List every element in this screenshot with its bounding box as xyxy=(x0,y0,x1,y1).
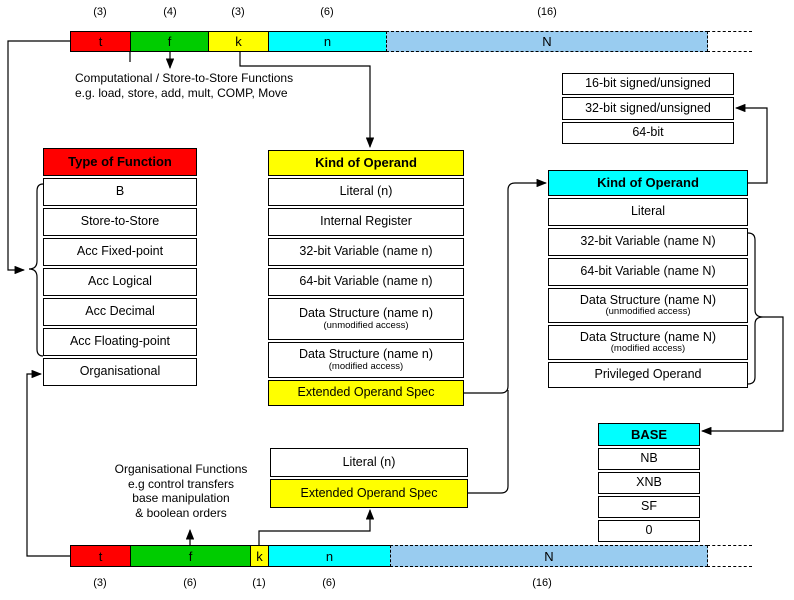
computational-annotation xyxy=(75,71,293,100)
annotation-line: e.g. load, store, add, mult, COMP, Move xyxy=(75,85,288,100)
type-of-function-header: Type of Function xyxy=(43,148,197,176)
annotation-line: & boolean orders xyxy=(135,505,227,520)
annotation-line: Computational / Store-to-Store Functions xyxy=(75,71,294,85)
bit-width-label: (16) xyxy=(532,577,552,589)
table-row: B xyxy=(43,178,197,206)
extended-operand-spec-row: Extended Operand Spec xyxy=(270,479,468,508)
field-k: k xyxy=(208,31,269,52)
table-row xyxy=(268,298,464,340)
row-label: Data Structure (name n) xyxy=(298,306,434,321)
table-row: Internal Register xyxy=(268,208,464,236)
base-table xyxy=(598,423,700,542)
field-f: f xyxy=(130,545,251,567)
field-continuation-dashes xyxy=(707,31,752,52)
bit-width-label: (6) xyxy=(320,6,334,18)
table-row: SF xyxy=(598,496,700,518)
bit-width-label: (3) xyxy=(231,6,245,18)
table-row: Acc Floating-point xyxy=(43,328,197,356)
table-row: 32-bit Variable (name n) xyxy=(268,238,464,266)
table-row: 64-bit Variable (name N) xyxy=(548,258,748,286)
field-t: t xyxy=(70,545,131,567)
kind-of-operand-n-table xyxy=(268,150,464,406)
table-row: 32-bit signed/unsigned xyxy=(562,97,734,120)
table-row xyxy=(268,342,464,378)
annotation-line: e.g control transfers xyxy=(127,476,235,491)
bit-width-label: (3) xyxy=(93,6,107,18)
table-row: Literal (n) xyxy=(268,178,464,206)
type-of-function-table xyxy=(43,148,197,386)
table-row: 0 xyxy=(598,520,700,542)
row-sublabel: (unmodified access) xyxy=(323,319,409,331)
field-k: k xyxy=(250,545,269,567)
connector-eos-bottom-join xyxy=(468,390,508,493)
bit-width-label: (6) xyxy=(183,577,197,589)
row-label: Data Structure (name N) xyxy=(579,292,717,307)
extended-operand-spec-row: Extended Operand Spec xyxy=(268,380,464,406)
table-row: XNB xyxy=(598,472,700,494)
table-row: Acc Fixed-point xyxy=(43,238,197,266)
field-n: n xyxy=(268,31,387,52)
connector-bottom-t-to-organisational xyxy=(27,374,70,556)
kind-of-operand-n-header: Kind of Operand xyxy=(268,150,464,176)
field-n: n xyxy=(268,545,391,567)
row-sublabel: (modified access) xyxy=(610,343,686,355)
table-row: NB xyxy=(598,448,700,470)
table-row: 16-bit signed/unsigned xyxy=(562,73,734,95)
field-f: f xyxy=(130,31,209,52)
kind-of-operand-N-table xyxy=(548,170,748,388)
table-row: Store-to-Store xyxy=(43,208,197,236)
row-sublabel: (modified access) xyxy=(328,360,404,372)
table-row xyxy=(548,325,748,360)
table-row: Organisational xyxy=(43,358,197,386)
annotation-line: Organisational Functions xyxy=(114,462,248,476)
bit-width-label: (1) xyxy=(252,577,266,589)
base-header: BASE xyxy=(598,423,700,446)
annotation-line: base manipulation xyxy=(132,491,230,505)
table-row xyxy=(548,288,748,323)
table-row: 64-bit xyxy=(562,122,734,144)
row-label: Data Structure (name n) xyxy=(298,347,434,362)
table-row: 32-bit Variable (name N) xyxy=(548,228,748,256)
operand-size-table xyxy=(562,73,734,144)
row-sublabel: (unmodified access) xyxy=(605,306,691,318)
extended-operand-table xyxy=(270,448,468,508)
field-N: N xyxy=(386,31,708,52)
connector-eos-to-kind-of-operand-N xyxy=(464,183,546,393)
table-row: Literal (n) xyxy=(270,448,468,477)
field-N: N xyxy=(390,545,708,567)
table-row: Acc Logical xyxy=(43,268,197,296)
bit-width-label: (4) xyxy=(163,6,177,18)
organisational-annotation xyxy=(95,462,267,520)
table-row: 64-bit Variable (name n) xyxy=(268,268,464,296)
bit-width-label: (6) xyxy=(322,577,336,589)
field-t: t xyxy=(70,31,131,52)
bit-width-label: (3) xyxy=(93,577,107,589)
brace-left-icon xyxy=(29,184,43,356)
brace-right-icon xyxy=(748,233,763,384)
row-label: Data Structure (name N) xyxy=(579,329,717,344)
connector-bottom-k-to-extended-table xyxy=(259,510,370,545)
kind-of-operand-N-header: Kind of Operand xyxy=(548,170,748,196)
bit-width-label: (16) xyxy=(537,6,557,18)
field-continuation-dashes xyxy=(707,545,752,567)
table-row: Literal xyxy=(548,198,748,226)
table-row: Privileged Operand xyxy=(548,362,748,388)
table-row: Acc Decimal xyxy=(43,298,197,326)
